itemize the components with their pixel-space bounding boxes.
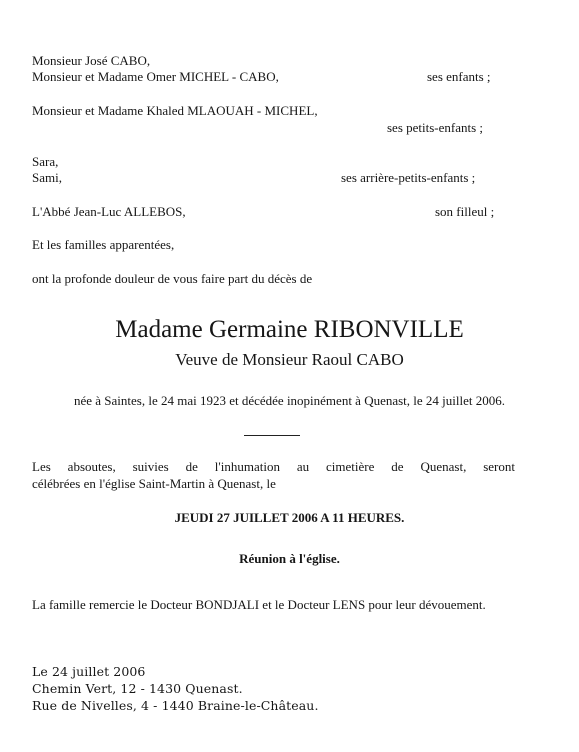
family-line-sami: Sami, bbox=[32, 170, 62, 185]
footer-date: Le 24 juillet 2006 bbox=[32, 664, 146, 679]
family-line-jose: Monsieur José CABO, bbox=[32, 53, 151, 68]
footer-address-quenast: Chemin Vert, 12 - 1430 Quenast. bbox=[32, 681, 243, 696]
separator-line bbox=[244, 435, 300, 436]
family-line-abbe: L'Abbé Jean-Luc ALLEBOS, bbox=[32, 204, 186, 219]
role-great-grandchildren: ses arrière-petits-enfants ; bbox=[341, 170, 476, 185]
announcement-text: ont la profonde douleur de vous faire part du décès de bbox=[32, 271, 313, 286]
role-children: ses enfants ; bbox=[427, 69, 491, 84]
deceased-subtitle: Veuve de Monsieur Raoul CABO bbox=[175, 350, 404, 369]
role-godson: son filleul ; bbox=[435, 204, 495, 219]
family-line-sara: Sara, bbox=[32, 154, 59, 169]
thanks-text: La famille remercie le Docteur BONDJALI et le Docteur LENS pour leur dévouement. bbox=[32, 597, 486, 612]
deceased-name: Madame Germaine RIBONVILLE bbox=[115, 316, 464, 343]
birth-death-dates: née à Saintes, le 24 mai 1923 et décédée inopinément à Quenast, le 24 juillet 2006. bbox=[73, 393, 506, 408]
family-line-michel-cabo: Monsieur et Madame Omer MICHEL - CABO, bbox=[32, 69, 279, 84]
ceremony-text-line1: Les absoutes, suivies de l'inhumation au cimetière de Quenast, seront bbox=[32, 459, 515, 474]
ceremony-datetime: JEUDI 27 JUILLET 2006 A 11 HEURES. bbox=[174, 510, 405, 525]
family-line-mlaouah: Monsieur et Madame Khaled MLAOUAH - MICHEL, bbox=[32, 103, 318, 118]
ceremony-text-line2: célébrées en l'église Saint-Martin à Quenast, le bbox=[32, 476, 276, 491]
role-grandchildren: ses petits-enfants ; bbox=[387, 120, 484, 135]
footer-address-braine: Rue de Nivelles, 4 - 1440 Braine-le-Château. bbox=[32, 698, 319, 713]
family-line-relatives: Et les familles apparentées, bbox=[32, 237, 175, 252]
meeting-note: Réunion à l'église. bbox=[239, 551, 340, 566]
